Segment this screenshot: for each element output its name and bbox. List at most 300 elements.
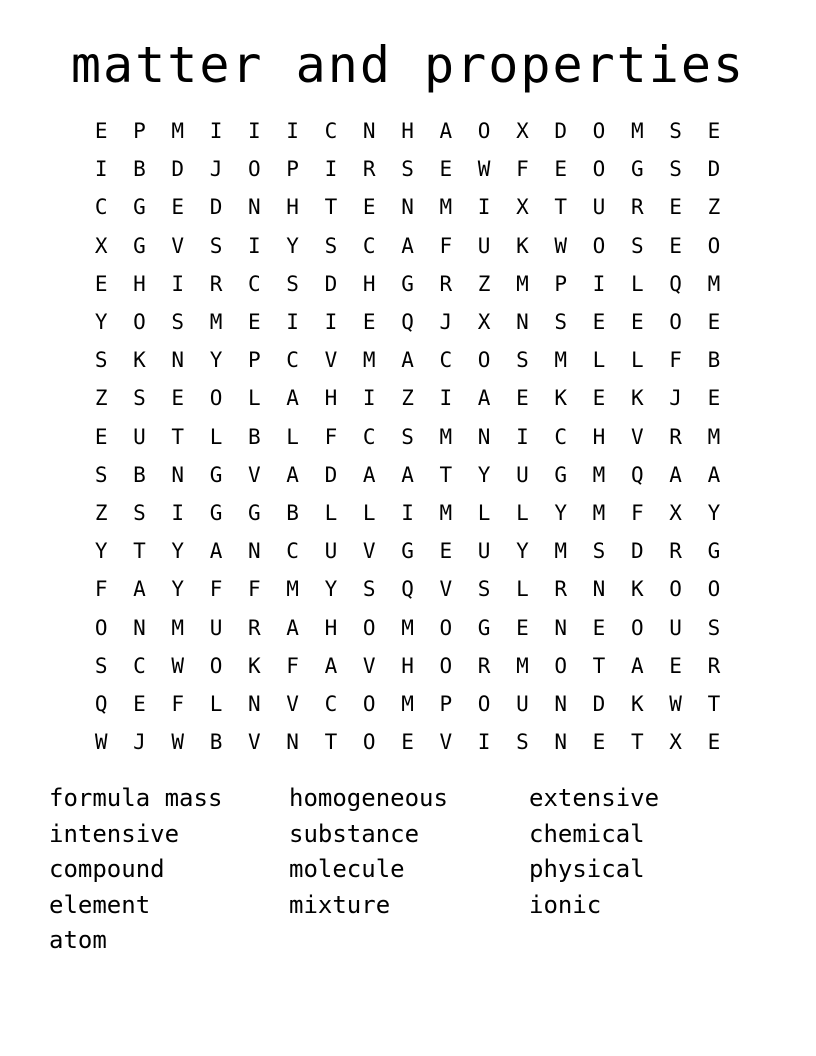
grid-cell[interactable]: E xyxy=(248,310,261,335)
grid-cell[interactable]: E xyxy=(592,310,606,335)
grid-cell[interactable]: U xyxy=(324,539,338,564)
grid-cell[interactable]: O xyxy=(554,653,568,678)
grid-cell[interactable]: N xyxy=(248,691,261,716)
grid-cell[interactable]: E xyxy=(669,233,682,258)
grid-cell[interactable]: I xyxy=(286,119,299,144)
grid-cell[interactable]: A xyxy=(133,577,146,602)
grid-cell[interactable]: Q xyxy=(669,271,682,296)
grid-cell[interactable]: K xyxy=(630,386,644,411)
grid-cell[interactable]: E xyxy=(171,386,185,411)
grid-cell[interactable]: C xyxy=(248,271,261,296)
grid-cell[interactable]: F xyxy=(248,577,261,602)
grid-cell[interactable]: K xyxy=(248,653,261,678)
grid-cell[interactable]: L xyxy=(516,500,529,525)
grid-cell[interactable]: A xyxy=(707,462,721,487)
grid-cell[interactable]: G xyxy=(630,157,644,182)
grid-cell[interactable]: E xyxy=(171,195,185,220)
grid-cell[interactable]: S xyxy=(324,233,338,258)
grid-cell[interactable]: T xyxy=(171,424,185,449)
grid-cell[interactable]: U xyxy=(669,615,682,640)
grid-cell[interactable]: N xyxy=(554,730,568,755)
grid-cell[interactable]: I xyxy=(94,157,108,182)
grid-cell[interactable]: M xyxy=(401,691,414,716)
grid-cell[interactable]: M xyxy=(554,348,568,373)
grid-cell[interactable]: C xyxy=(362,424,376,449)
grid-cell[interactable]: F xyxy=(286,653,299,678)
grid-cell[interactable]: W xyxy=(669,691,682,716)
grid-cell[interactable]: M xyxy=(516,271,529,296)
grid-cell[interactable]: E xyxy=(401,730,414,755)
grid-cell[interactable]: U xyxy=(516,691,529,716)
grid-cell[interactable]: R xyxy=(209,271,223,296)
grid-cell[interactable]: G xyxy=(554,462,568,487)
grid-cell[interactable]: S xyxy=(669,119,682,144)
grid-cell[interactable]: W xyxy=(554,233,568,258)
grid-cell[interactable]: B xyxy=(133,157,146,182)
grid-cell[interactable]: A xyxy=(286,615,299,640)
grid-cell[interactable]: V xyxy=(248,462,261,487)
grid-cell[interactable]: W xyxy=(171,653,185,678)
grid-cell[interactable]: P xyxy=(286,157,299,182)
grid-cell[interactable]: F xyxy=(94,577,108,602)
grid-cell[interactable]: E xyxy=(133,691,146,716)
grid-cell[interactable]: K xyxy=(630,577,644,602)
grid-cell[interactable]: J xyxy=(439,310,453,335)
grid-cell[interactable]: O xyxy=(669,577,682,602)
grid-cell[interactable]: E xyxy=(707,386,721,411)
grid-cell[interactable]: V xyxy=(362,539,376,564)
grid-cell[interactable]: S xyxy=(133,500,146,525)
grid-cell[interactable]: N xyxy=(592,577,606,602)
grid-cell[interactable]: T xyxy=(592,653,606,678)
grid-cell[interactable]: T xyxy=(324,730,338,755)
grid-cell[interactable]: I xyxy=(477,195,491,220)
word-list-item: formula mass xyxy=(49,784,223,812)
grid-cell[interactable]: E xyxy=(707,730,721,755)
grid-cell[interactable]: T xyxy=(439,462,453,487)
grid-cell[interactable]: O xyxy=(477,348,491,373)
grid-cell[interactable]: A xyxy=(362,462,376,487)
grid-cell[interactable]: S xyxy=(171,310,185,335)
grid-cell[interactable]: V xyxy=(286,691,299,716)
word-list-item: substance xyxy=(289,819,420,848)
grid-cell[interactable]: E xyxy=(94,271,108,296)
grid-cell[interactable]: O xyxy=(362,691,376,716)
grid-cell[interactable]: L xyxy=(209,691,223,716)
grid-cell[interactable]: X xyxy=(516,119,529,144)
grid-cell[interactable]: E xyxy=(516,386,529,411)
grid-cell[interactable]: D xyxy=(209,195,223,220)
grid-cell[interactable]: R xyxy=(707,653,721,678)
grid-cell[interactable]: M xyxy=(592,462,606,487)
word-list-item: homogeneous xyxy=(289,784,448,812)
grid-cell[interactable]: M xyxy=(707,424,721,449)
grid-cell[interactable]: D xyxy=(171,157,185,182)
grid-cell[interactable]: H xyxy=(324,386,338,411)
grid-cell[interactable]: E xyxy=(592,386,606,411)
grid-cell[interactable]: F xyxy=(209,577,223,602)
word-list-item: atom xyxy=(49,926,107,954)
grid-cell[interactable]: O xyxy=(439,615,453,640)
grid-cell[interactable]: T xyxy=(707,691,721,716)
grid-cell[interactable]: L xyxy=(286,424,299,449)
grid-cell[interactable]: F xyxy=(669,348,682,373)
grid-cell[interactable]: U xyxy=(209,615,223,640)
grid-cell[interactable]: R xyxy=(439,271,453,296)
grid-cell[interactable]: I xyxy=(171,271,185,296)
grid-cell[interactable]: S xyxy=(516,730,529,755)
grid-cell[interactable]: M xyxy=(516,653,529,678)
grid-cell[interactable]: E xyxy=(94,119,108,144)
grid-cell[interactable]: M xyxy=(439,500,453,525)
grid-cell[interactable]: N xyxy=(554,615,568,640)
grid-cell[interactable]: C xyxy=(324,119,338,144)
grid-cell[interactable]: O xyxy=(209,386,223,411)
grid-cell[interactable]: S xyxy=(707,615,721,640)
grid-cell[interactable]: B xyxy=(209,730,223,755)
grid-cell[interactable]: G xyxy=(401,271,414,296)
grid-cell[interactable]: N xyxy=(516,310,529,335)
grid-cell[interactable]: H xyxy=(324,615,338,640)
grid-cell[interactable]: H xyxy=(286,195,299,220)
grid-cell[interactable]: J xyxy=(669,386,682,411)
grid-cell[interactable]: G xyxy=(209,500,223,525)
grid-cell[interactable]: P xyxy=(248,348,261,373)
grid-cell[interactable]: L xyxy=(209,424,223,449)
grid-cell[interactable]: N xyxy=(171,462,185,487)
grid-cell[interactable]: Z xyxy=(707,195,721,220)
grid-cell[interactable]: K xyxy=(554,386,568,411)
grid-cell[interactable]: O xyxy=(477,691,491,716)
grid-cell[interactable]: S xyxy=(401,424,414,449)
grid-cell[interactable]: E xyxy=(554,157,568,182)
grid-cell[interactable]: R xyxy=(362,157,376,182)
grid-cell[interactable]: Y xyxy=(516,539,529,564)
grid-cell[interactable]: I xyxy=(248,233,261,258)
grid-cell[interactable]: C xyxy=(94,195,108,220)
grid-cell[interactable]: E xyxy=(439,539,453,564)
grid-cell[interactable]: M xyxy=(707,271,721,296)
grid-cell[interactable]: O xyxy=(209,653,223,678)
grid-cell[interactable]: A xyxy=(286,462,299,487)
grid-cell[interactable]: V xyxy=(439,730,453,755)
grid-cell[interactable]: T xyxy=(554,195,568,220)
grid-cell[interactable]: V xyxy=(171,233,185,258)
grid-cell[interactable]: E xyxy=(362,310,376,335)
grid-cell[interactable]: U xyxy=(477,539,491,564)
grid-cell[interactable]: T xyxy=(630,730,644,755)
grid-cell[interactable]: A xyxy=(286,386,299,411)
grid-cell[interactable]: Q xyxy=(401,577,414,602)
grid-cell[interactable]: Y xyxy=(94,310,108,335)
grid-cell[interactable]: G xyxy=(133,195,146,220)
grid-cell[interactable]: E xyxy=(516,615,529,640)
grid-cell[interactable]: M xyxy=(439,424,453,449)
grid-cell[interactable]: G xyxy=(248,500,261,525)
grid-cell[interactable]: N xyxy=(133,615,146,640)
grid-cell[interactable]: V xyxy=(248,730,261,755)
grid-cell[interactable]: O xyxy=(362,730,376,755)
grid-cell[interactable]: N xyxy=(248,539,261,564)
grid-cell[interactable]: O xyxy=(439,653,453,678)
grid-cell[interactable]: O xyxy=(592,233,606,258)
grid-cell[interactable]: D xyxy=(324,462,338,487)
grid-cell[interactable]: Y xyxy=(707,500,721,525)
grid-cell[interactable]: Q xyxy=(401,310,414,335)
grid-cell[interactable]: E xyxy=(592,730,606,755)
grid-cell[interactable]: I xyxy=(209,119,223,144)
grid-cell[interactable]: E xyxy=(592,615,606,640)
word-list-item: molecule xyxy=(289,855,405,883)
grid-cell[interactable]: N xyxy=(477,424,491,449)
grid-cell[interactable]: Y xyxy=(286,233,299,258)
grid-cell[interactable]: X xyxy=(94,233,108,258)
grid-cell[interactable]: K xyxy=(516,233,529,258)
grid-cell[interactable]: A xyxy=(477,386,491,411)
grid-cell[interactable]: H xyxy=(592,424,606,449)
grid-cell[interactable]: O xyxy=(592,119,606,144)
grid-cell[interactable]: C xyxy=(362,233,376,258)
grid-cell[interactable]: U xyxy=(477,233,491,258)
grid-cell[interactable]: O xyxy=(477,119,491,144)
grid-cell[interactable]: M xyxy=(209,310,223,335)
grid-cell[interactable]: I xyxy=(171,500,185,525)
grid-cell[interactable]: F xyxy=(630,500,644,525)
grid-cell[interactable]: J xyxy=(133,730,146,755)
grid-cell[interactable]: O xyxy=(707,233,721,258)
grid-cell[interactable]: A xyxy=(669,462,682,487)
grid-cell[interactable]: M xyxy=(592,500,606,525)
grid-cell[interactable]: C xyxy=(554,424,568,449)
grid-cell[interactable]: I xyxy=(324,310,338,335)
grid-cell[interactable]: S xyxy=(94,462,108,487)
grid-cell[interactable]: S xyxy=(94,348,108,373)
grid-cell[interactable]: G xyxy=(401,539,414,564)
grid-cell[interactable]: K xyxy=(630,691,644,716)
grid-cell[interactable]: F xyxy=(171,691,185,716)
grid-cell[interactable]: E xyxy=(669,195,682,220)
grid-cell[interactable]: X xyxy=(669,500,682,525)
grid-cell[interactable]: G xyxy=(477,615,491,640)
grid-cell[interactable]: S xyxy=(94,653,108,678)
grid-cell[interactable]: R xyxy=(669,539,682,564)
grid-cell[interactable]: D xyxy=(592,691,606,716)
grid-cell[interactable]: Q xyxy=(94,691,108,716)
puzzle-title: matter and properties xyxy=(70,36,746,94)
grid-cell[interactable]: E xyxy=(439,157,453,182)
grid-cell[interactable]: T xyxy=(324,195,338,220)
grid-cell[interactable]: E xyxy=(630,310,644,335)
grid-cell[interactable]: J xyxy=(209,157,223,182)
grid-cell[interactable]: C xyxy=(439,348,453,373)
grid-cell[interactable]: D xyxy=(630,539,644,564)
grid-cell[interactable]: L xyxy=(592,348,606,373)
grid-cell[interactable]: N xyxy=(171,348,185,373)
grid-cell[interactable]: S xyxy=(477,577,491,602)
grid-cell[interactable]: I xyxy=(248,119,261,144)
grid-cell[interactable]: O xyxy=(707,577,721,602)
grid-cell[interactable]: A xyxy=(401,462,414,487)
grid-cell[interactable]: A xyxy=(209,539,223,564)
grid-cell[interactable]: M xyxy=(171,119,185,144)
grid-cell[interactable]: Z xyxy=(477,271,491,296)
grid-cell[interactable]: K xyxy=(133,348,146,373)
grid-cell[interactable]: S xyxy=(362,577,376,602)
grid-cell[interactable]: P xyxy=(554,271,568,296)
grid-cell[interactable]: R xyxy=(669,424,682,449)
grid-cell[interactable]: E xyxy=(669,653,682,678)
word-list xyxy=(49,781,769,959)
grid-cell[interactable]: S xyxy=(516,348,529,373)
grid-cell[interactable]: V xyxy=(324,348,338,373)
grid-cell[interactable]: D xyxy=(324,271,338,296)
grid-cell[interactable]: O xyxy=(630,615,644,640)
grid-cell[interactable]: O xyxy=(94,615,108,640)
grid-cell[interactable]: G xyxy=(133,233,146,258)
grid-cell[interactable]: I xyxy=(477,730,491,755)
grid-cell[interactable]: Y xyxy=(94,539,108,564)
grid-cell[interactable]: C xyxy=(324,691,338,716)
grid-cell[interactable]: A xyxy=(630,653,644,678)
grid-cell[interactable]: L xyxy=(362,500,376,525)
grid-cell[interactable]: H xyxy=(133,271,146,296)
grid-cell[interactable]: G xyxy=(707,539,721,564)
grid-cell[interactable]: C xyxy=(286,539,299,564)
grid-cell[interactable]: M xyxy=(362,348,376,373)
grid-cell[interactable]: I xyxy=(324,157,338,182)
grid-cell[interactable]: A xyxy=(324,653,338,678)
grid-cell[interactable]: F xyxy=(516,157,529,182)
grid-cell[interactable]: S xyxy=(554,310,568,335)
grid-cell[interactable]: O xyxy=(592,157,606,182)
grid-cell[interactable]: F xyxy=(324,424,338,449)
grid-cell[interactable]: I xyxy=(286,310,299,335)
grid-cell[interactable]: E xyxy=(707,310,721,335)
grid-cell[interactable]: I xyxy=(439,386,453,411)
grid-cell[interactable]: L xyxy=(248,386,261,411)
grid-cell[interactable]: T xyxy=(133,539,146,564)
grid-cell[interactable]: A xyxy=(401,233,414,258)
grid-cell[interactable]: Y xyxy=(554,500,568,525)
grid-cell[interactable]: O xyxy=(133,310,146,335)
grid-cell[interactable]: W xyxy=(477,157,491,182)
grid-cell[interactable]: Z xyxy=(94,500,108,525)
grid-cell[interactable]: F xyxy=(439,233,453,258)
grid-cell[interactable]: B xyxy=(133,462,146,487)
grid-cell[interactable]: Y xyxy=(171,577,185,602)
grid-cell[interactable]: V xyxy=(362,653,376,678)
grid-cell[interactable]: M xyxy=(554,539,568,564)
grid-cell[interactable]: R xyxy=(248,615,261,640)
grid-cell[interactable]: Y xyxy=(477,462,491,487)
grid-cell[interactable]: L xyxy=(630,348,644,373)
grid-cell[interactable]: W xyxy=(171,730,185,755)
grid-cell[interactable]: S xyxy=(286,271,299,296)
grid-cell[interactable]: L xyxy=(630,271,644,296)
grid-cell[interactable]: P xyxy=(133,119,146,144)
grid-cell[interactable]: Y xyxy=(209,348,223,373)
grid-cell[interactable]: M xyxy=(171,615,185,640)
grid-cell[interactable]: A xyxy=(439,119,453,144)
word-list-item: compound xyxy=(49,855,165,883)
grid-cell[interactable]: N xyxy=(248,195,261,220)
grid-cell[interactable]: V xyxy=(439,577,453,602)
grid-cell[interactable]: C xyxy=(133,653,146,678)
grid-cell[interactable]: S xyxy=(209,233,223,258)
grid-cell[interactable]: E xyxy=(94,424,108,449)
grid-cell[interactable]: L xyxy=(516,577,529,602)
grid-cell[interactable]: M xyxy=(401,615,414,640)
grid-cell[interactable]: L xyxy=(477,500,491,525)
grid-cell[interactable]: B xyxy=(248,424,261,449)
grid-cell[interactable]: I xyxy=(362,386,376,411)
grid-cell[interactable]: N xyxy=(286,730,299,755)
grid-cell[interactable]: S xyxy=(401,157,414,182)
grid-cell[interactable]: X xyxy=(669,730,682,755)
grid-cell[interactable]: S xyxy=(133,386,146,411)
grid-cell[interactable]: X xyxy=(477,310,491,335)
grid-cell[interactable]: O xyxy=(669,310,682,335)
grid-cell[interactable]: N xyxy=(401,195,414,220)
grid-cell[interactable]: U xyxy=(516,462,529,487)
grid-cell[interactable]: M xyxy=(286,577,299,602)
grid-cell[interactable]: Q xyxy=(630,462,644,487)
grid-cell[interactable]: P xyxy=(439,691,453,716)
grid-cell[interactable]: L xyxy=(324,500,338,525)
grid-cell[interactable]: U xyxy=(133,424,146,449)
grid-cell[interactable]: I xyxy=(401,500,414,525)
grid-cell[interactable]: D xyxy=(554,119,568,144)
grid-cell[interactable]: Z xyxy=(94,386,108,411)
grid-cell[interactable]: S xyxy=(669,157,682,182)
grid-cell[interactable]: I xyxy=(592,271,606,296)
grid-cell[interactable]: R xyxy=(630,195,644,220)
grid-cell[interactable]: N xyxy=(554,691,568,716)
grid-cell[interactable]: W xyxy=(94,730,108,755)
grid-cell[interactable]: D xyxy=(707,157,721,182)
word-list-item: chemical xyxy=(529,819,645,848)
grid-cell[interactable]: A xyxy=(401,348,414,373)
grid-cell[interactable]: C xyxy=(286,348,299,373)
grid-cell[interactable]: M xyxy=(439,195,453,220)
grid-cell[interactable]: N xyxy=(362,119,376,144)
grid-cell[interactable]: R xyxy=(554,577,568,602)
grid-cell[interactable]: B xyxy=(707,348,721,373)
grid-cell[interactable]: O xyxy=(362,615,376,640)
grid-cell[interactable]: H xyxy=(401,653,414,678)
grid-cell[interactable]: B xyxy=(286,500,299,525)
grid-cell[interactable]: G xyxy=(209,462,223,487)
grid-cell[interactable]: O xyxy=(248,157,261,182)
grid-cell[interactable]: U xyxy=(592,195,606,220)
grid-cell[interactable]: S xyxy=(592,539,606,564)
grid-cell[interactable]: Y xyxy=(171,539,185,564)
grid-cell[interactable]: E xyxy=(362,195,376,220)
grid-cell[interactable]: V xyxy=(630,424,644,449)
grid-cell[interactable]: Z xyxy=(401,386,414,411)
grid-cell[interactable]: M xyxy=(630,119,644,144)
grid-cell[interactable]: E xyxy=(707,119,721,144)
word-list-item: physical xyxy=(529,855,645,883)
grid-cell[interactable]: R xyxy=(477,653,491,678)
grid-cell[interactable]: Y xyxy=(324,577,338,602)
grid-cell[interactable]: I xyxy=(516,424,529,449)
grid-cell[interactable]: H xyxy=(362,271,376,296)
grid-cell[interactable]: S xyxy=(630,233,644,258)
grid-cell[interactable]: X xyxy=(516,195,529,220)
grid-cell[interactable]: H xyxy=(401,119,414,144)
word-list-item: extensive xyxy=(529,784,660,812)
